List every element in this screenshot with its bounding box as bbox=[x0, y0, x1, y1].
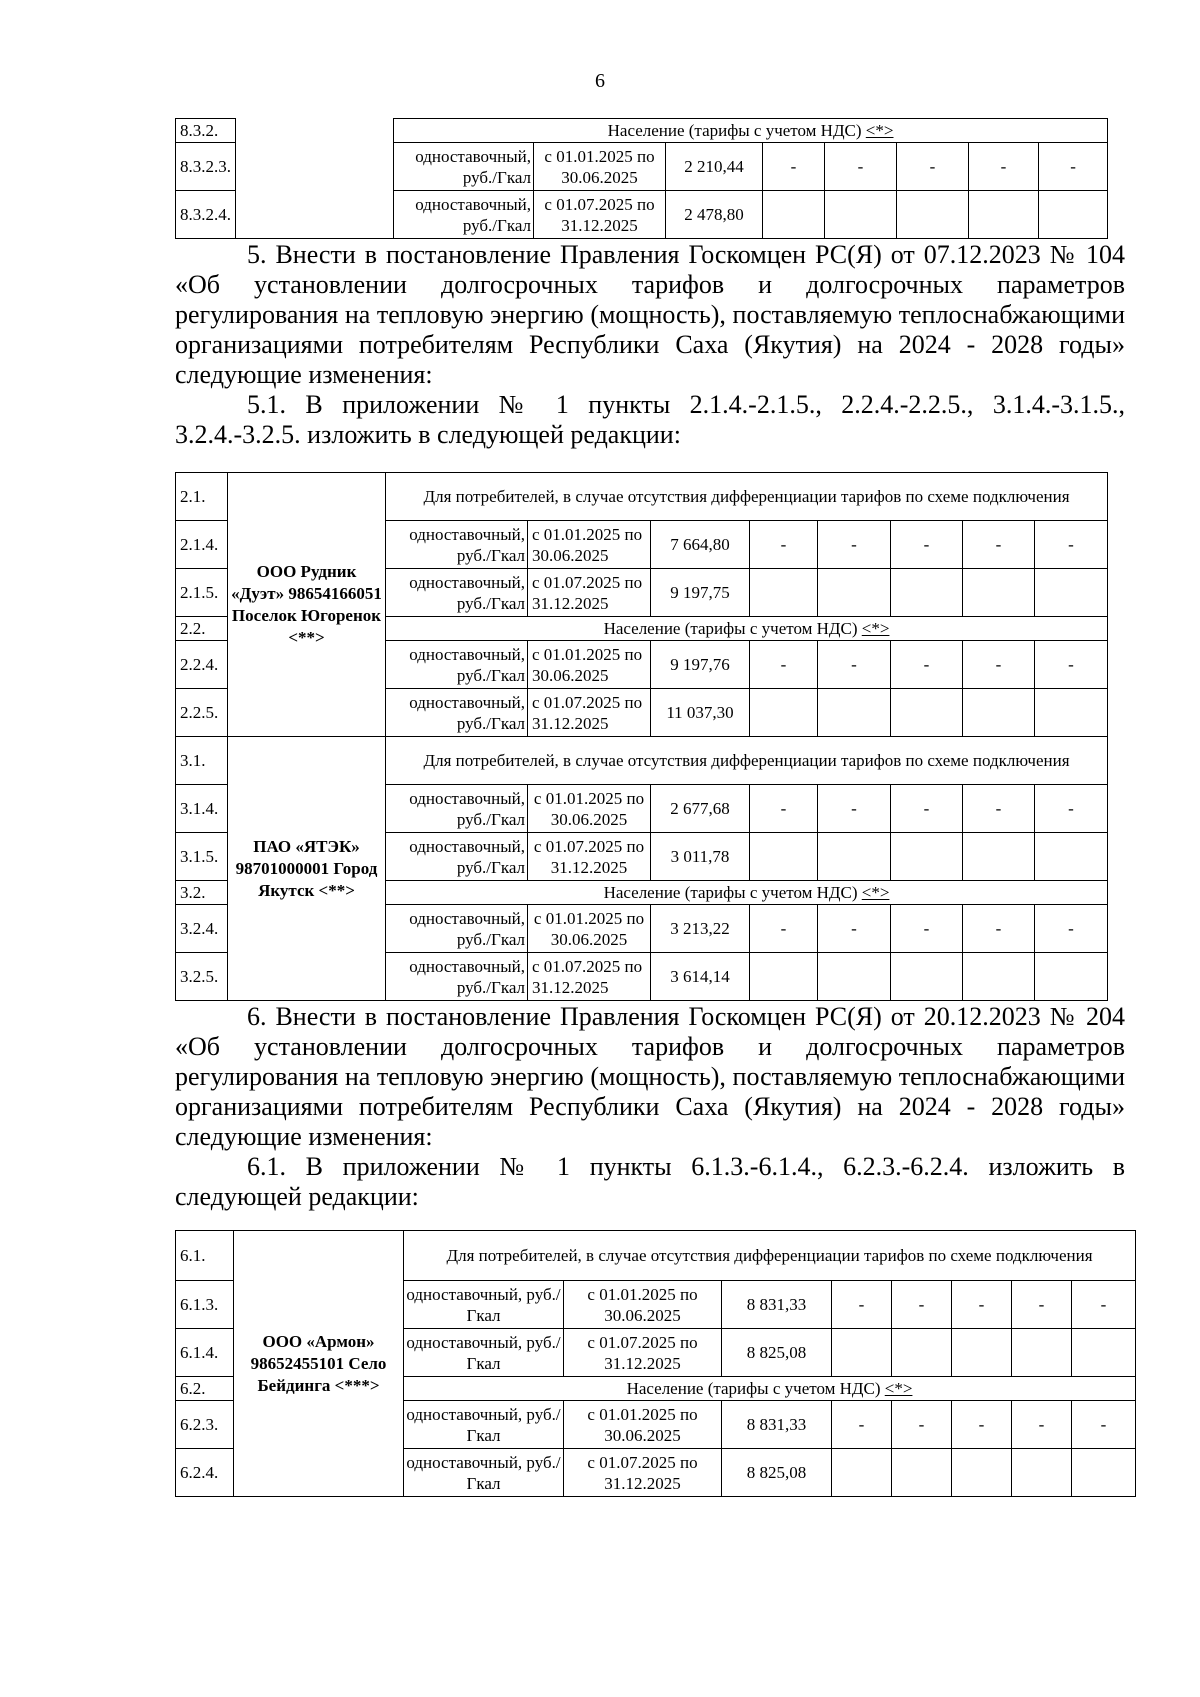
rate-type: одноставочный, руб./Гкал bbox=[386, 905, 528, 953]
dash: - bbox=[750, 521, 818, 569]
dash: - bbox=[825, 143, 897, 191]
empty-cell bbox=[818, 689, 891, 737]
period: с 01.07.2025 по 31.12.2025 bbox=[564, 1449, 722, 1497]
period: с 01.07.2025 по 31.12.2025 bbox=[564, 1329, 722, 1377]
period: с 01.01.2025 по 30.06.2025 bbox=[528, 785, 651, 833]
period: с 01.01.2025 по 30.06.2025 bbox=[564, 1281, 722, 1329]
blank-cell bbox=[236, 119, 394, 143]
row-number: 3.1. bbox=[176, 737, 228, 785]
rate-type: одноставочный, руб./Гкал bbox=[394, 191, 534, 239]
blank-cell bbox=[236, 143, 394, 191]
dash: - bbox=[750, 785, 818, 833]
row-number: 2.2. bbox=[176, 617, 228, 641]
period: с 01.07.2025 по 31.12.2025 bbox=[534, 191, 666, 239]
empty-cell bbox=[1035, 833, 1108, 881]
dash: - bbox=[818, 785, 891, 833]
empty-cell bbox=[825, 191, 897, 239]
period: с 01.01.2025 по 30.06.2025 bbox=[528, 641, 651, 689]
empty-cell bbox=[750, 689, 818, 737]
organization-cell: ПАО «ЯТЭК» 98701000001 Город Якутск <**> bbox=[228, 737, 386, 1001]
row-number: 3.2.4. bbox=[176, 905, 228, 953]
tariff-table-2-3 bbox=[175, 472, 1108, 1001]
row-number: 8.3.2.4. bbox=[176, 191, 236, 239]
period: с 01.01.2025 по 30.06.2025 bbox=[528, 905, 651, 953]
empty-cell bbox=[750, 569, 818, 617]
period: с 01.07.2025 по 31.12.2025 bbox=[528, 833, 651, 881]
dash: - bbox=[832, 1401, 892, 1449]
rate-type: одноставочный, руб./Гкал bbox=[404, 1401, 564, 1449]
empty-cell bbox=[969, 191, 1039, 239]
rate-type: одноставочный, руб./Гкал bbox=[386, 521, 528, 569]
tariff-value: 11 037,30 bbox=[651, 689, 750, 737]
dash: - bbox=[1012, 1401, 1072, 1449]
row-number: 2.1. bbox=[176, 473, 228, 521]
empty-cell bbox=[750, 833, 818, 881]
empty-cell bbox=[963, 569, 1035, 617]
empty-cell bbox=[818, 833, 891, 881]
row-number: 6.2. bbox=[176, 1377, 234, 1401]
tariff-table-8-3 bbox=[175, 118, 1108, 239]
empty-cell bbox=[832, 1329, 892, 1377]
empty-cell bbox=[952, 1329, 1012, 1377]
dash: - bbox=[891, 641, 963, 689]
period: с 01.07.2025 по 31.12.2025 bbox=[528, 569, 651, 617]
empty-cell bbox=[891, 953, 963, 1001]
row-number: 8.3.2. bbox=[176, 119, 236, 143]
empty-cell bbox=[952, 1449, 1012, 1497]
row-number: 2.2.4. bbox=[176, 641, 228, 689]
dash: - bbox=[832, 1281, 892, 1329]
tariff-value: 9 197,76 bbox=[651, 641, 750, 689]
empty-cell bbox=[763, 191, 825, 239]
row-number: 2.2.5. bbox=[176, 689, 228, 737]
row-number: 3.2. bbox=[176, 881, 228, 905]
tariff-value: 7 664,80 bbox=[651, 521, 750, 569]
empty-cell bbox=[1072, 1449, 1136, 1497]
empty-cell bbox=[963, 689, 1035, 737]
rate-type: одноставочный, руб./Гкал bbox=[394, 143, 534, 191]
rate-type: одноставочный, руб./Гкал bbox=[404, 1329, 564, 1377]
tariff-value: 8 831,33 bbox=[722, 1401, 832, 1449]
dash: - bbox=[763, 143, 825, 191]
empty-cell bbox=[892, 1329, 952, 1377]
section-header: Население (тарифы с учетом НДС) <*> bbox=[404, 1377, 1136, 1401]
empty-cell bbox=[1072, 1329, 1136, 1377]
dash: - bbox=[897, 143, 969, 191]
dash: - bbox=[818, 521, 891, 569]
period: с 01.01.2025 по 30.06.2025 bbox=[534, 143, 666, 191]
section-header: Население (тарифы с учетом НДС) <*> bbox=[394, 119, 1108, 143]
dash: - bbox=[891, 521, 963, 569]
paragraph-5 bbox=[175, 240, 1125, 450]
row-number: 6.2.4. bbox=[176, 1449, 234, 1497]
empty-cell bbox=[818, 569, 891, 617]
rate-type: одноставочный, руб./Гкал bbox=[404, 1281, 564, 1329]
paragraph-6-text: 6. Внести в постановление Правления Госкомцен РС(Я) от 20.12.2023 № 204 «Об установлении долгосрочных тарифов и долгосрочных параметров регулирования на тепловую энергию (мощность), поставляемую теплоснабжающими организациями потребителям Республики Саха (Якутия) на 2024 - 2028 годы» следующие изменения: bbox=[175, 1002, 1125, 1151]
dash: - bbox=[969, 143, 1039, 191]
blank-cell bbox=[236, 191, 394, 239]
dash: - bbox=[963, 521, 1035, 569]
dash: - bbox=[1035, 905, 1108, 953]
tariff-value: 8 825,08 bbox=[722, 1449, 832, 1497]
dash: - bbox=[750, 905, 818, 953]
table-row bbox=[176, 119, 1108, 143]
rate-type: одноставочный, руб./Гкал bbox=[404, 1449, 564, 1497]
dash: - bbox=[1072, 1281, 1136, 1329]
row-number: 6.2.3. bbox=[176, 1401, 234, 1449]
dash: - bbox=[963, 905, 1035, 953]
table-row bbox=[176, 473, 1108, 521]
empty-cell bbox=[1035, 569, 1108, 617]
empty-cell bbox=[891, 833, 963, 881]
empty-cell bbox=[1035, 689, 1108, 737]
dash: - bbox=[1035, 785, 1108, 833]
row-number: 6.1.4. bbox=[176, 1329, 234, 1377]
empty-cell bbox=[1012, 1329, 1072, 1377]
rate-type: одноставочный, руб./Гкал bbox=[386, 833, 528, 881]
table-row bbox=[176, 1231, 1136, 1281]
empty-cell bbox=[891, 689, 963, 737]
period: с 01.07.2025 по 31.12.2025 bbox=[528, 689, 651, 737]
rate-type: одноставочный, руб./Гкал bbox=[386, 953, 528, 1001]
paragraph-5-1-text: 5.1. В приложении № 1 пункты 2.1.4.-2.1.5., 2.2.4.-2.2.5., 3.1.4.-3.1.5., 3.2.4.-3.2.5. изложить в следующей редакции: bbox=[175, 390, 1125, 449]
rate-type: одноставочный, руб./Гкал bbox=[386, 785, 528, 833]
row-number: 3.2.5. bbox=[176, 953, 228, 1001]
empty-cell bbox=[1035, 953, 1108, 1001]
tariff-value: 2 210,44 bbox=[666, 143, 763, 191]
row-number: 3.1.4. bbox=[176, 785, 228, 833]
empty-cell bbox=[1039, 191, 1108, 239]
section-header: Для потребителей, в случае отсутствия дифференциации тарифов по схеме подключения bbox=[404, 1231, 1136, 1281]
table-row bbox=[176, 191, 1108, 239]
tariff-value: 3 614,14 bbox=[651, 953, 750, 1001]
empty-cell bbox=[963, 833, 1035, 881]
dash: - bbox=[963, 641, 1035, 689]
empty-cell bbox=[1012, 1449, 1072, 1497]
dash: - bbox=[1072, 1401, 1136, 1449]
dash: - bbox=[818, 641, 891, 689]
dash: - bbox=[750, 641, 818, 689]
period: с 01.07.2025 по 31.12.2025 bbox=[528, 953, 651, 1001]
tariff-value: 8 831,33 bbox=[722, 1281, 832, 1329]
tariff-value: 3 213,22 bbox=[651, 905, 750, 953]
table-row bbox=[176, 737, 1108, 785]
dash: - bbox=[952, 1281, 1012, 1329]
row-number: 6.1.3. bbox=[176, 1281, 234, 1329]
dash: - bbox=[891, 905, 963, 953]
rate-type: одноставочный, руб./Гкал bbox=[386, 569, 528, 617]
empty-cell bbox=[891, 569, 963, 617]
section-header: Для потребителей, в случае отсутствия дифференциации тарифов по схеме подключения bbox=[386, 473, 1108, 521]
dash: - bbox=[892, 1281, 952, 1329]
paragraph-6-1-text: 6.1. В приложении № 1 пункты 6.1.3.-6.1.4., 6.2.3.-6.2.4. изложить в следующей редакции: bbox=[175, 1152, 1125, 1211]
dash: - bbox=[1039, 143, 1108, 191]
tariff-value: 9 197,75 bbox=[651, 569, 750, 617]
dash: - bbox=[1035, 641, 1108, 689]
dash: - bbox=[1035, 521, 1108, 569]
tariff-value: 2 677,68 bbox=[651, 785, 750, 833]
dash: - bbox=[963, 785, 1035, 833]
empty-cell bbox=[832, 1449, 892, 1497]
row-number: 3.1.5. bbox=[176, 833, 228, 881]
rate-type: одноставочный, руб./Гкал bbox=[386, 641, 528, 689]
dash: - bbox=[1012, 1281, 1072, 1329]
table-row bbox=[176, 143, 1108, 191]
tariff-table-6 bbox=[175, 1230, 1136, 1497]
tariff-value: 3 011,78 bbox=[651, 833, 750, 881]
empty-cell bbox=[963, 953, 1035, 1001]
empty-cell bbox=[892, 1449, 952, 1497]
paragraph-5-text: 5. Внести в постановление Правления Госкомцен РС(Я) от 07.12.2023 № 104 «Об установлении долгосрочных тарифов и долгосрочных параметров регулирования на тепловую энергию (мощность), поставляемую теплоснабжающими организациями потребителям Республики Саха (Якутия) на 2024 - 2028 годы» следующие изменения: bbox=[175, 240, 1125, 389]
dash: - bbox=[952, 1401, 1012, 1449]
section-header: Для потребителей, в случае отсутствия дифференциации тарифов по схеме подключения bbox=[386, 737, 1108, 785]
page-number: 6 bbox=[595, 70, 605, 92]
row-number: 2.1.5. bbox=[176, 569, 228, 617]
dash: - bbox=[892, 1401, 952, 1449]
tariff-value: 8 825,08 bbox=[722, 1329, 832, 1377]
rate-type: одноставочный, руб./Гкал bbox=[386, 689, 528, 737]
section-header: Население (тарифы с учетом НДС) <*> bbox=[386, 617, 1108, 641]
period: с 01.01.2025 по 30.06.2025 bbox=[528, 521, 651, 569]
row-number: 6.1. bbox=[176, 1231, 234, 1281]
row-number: 2.1.4. bbox=[176, 521, 228, 569]
organization-cell: ООО Рудник «Дуэт» 98654166051 Поселок Югоренок <**> bbox=[228, 473, 386, 737]
empty-cell bbox=[897, 191, 969, 239]
tariff-value: 2 478,80 bbox=[666, 191, 763, 239]
empty-cell bbox=[818, 953, 891, 1001]
empty-cell bbox=[750, 953, 818, 1001]
paragraph-6 bbox=[175, 1002, 1125, 1212]
dash: - bbox=[891, 785, 963, 833]
dash: - bbox=[818, 905, 891, 953]
section-header: Население (тарифы с учетом НДС) <*> bbox=[386, 881, 1108, 905]
organization-cell: ООО «Армон» 98652455101 Село Бейдинга <***> bbox=[234, 1231, 404, 1497]
period: с 01.01.2025 по 30.06.2025 bbox=[564, 1401, 722, 1449]
row-number: 8.3.2.3. bbox=[176, 143, 236, 191]
